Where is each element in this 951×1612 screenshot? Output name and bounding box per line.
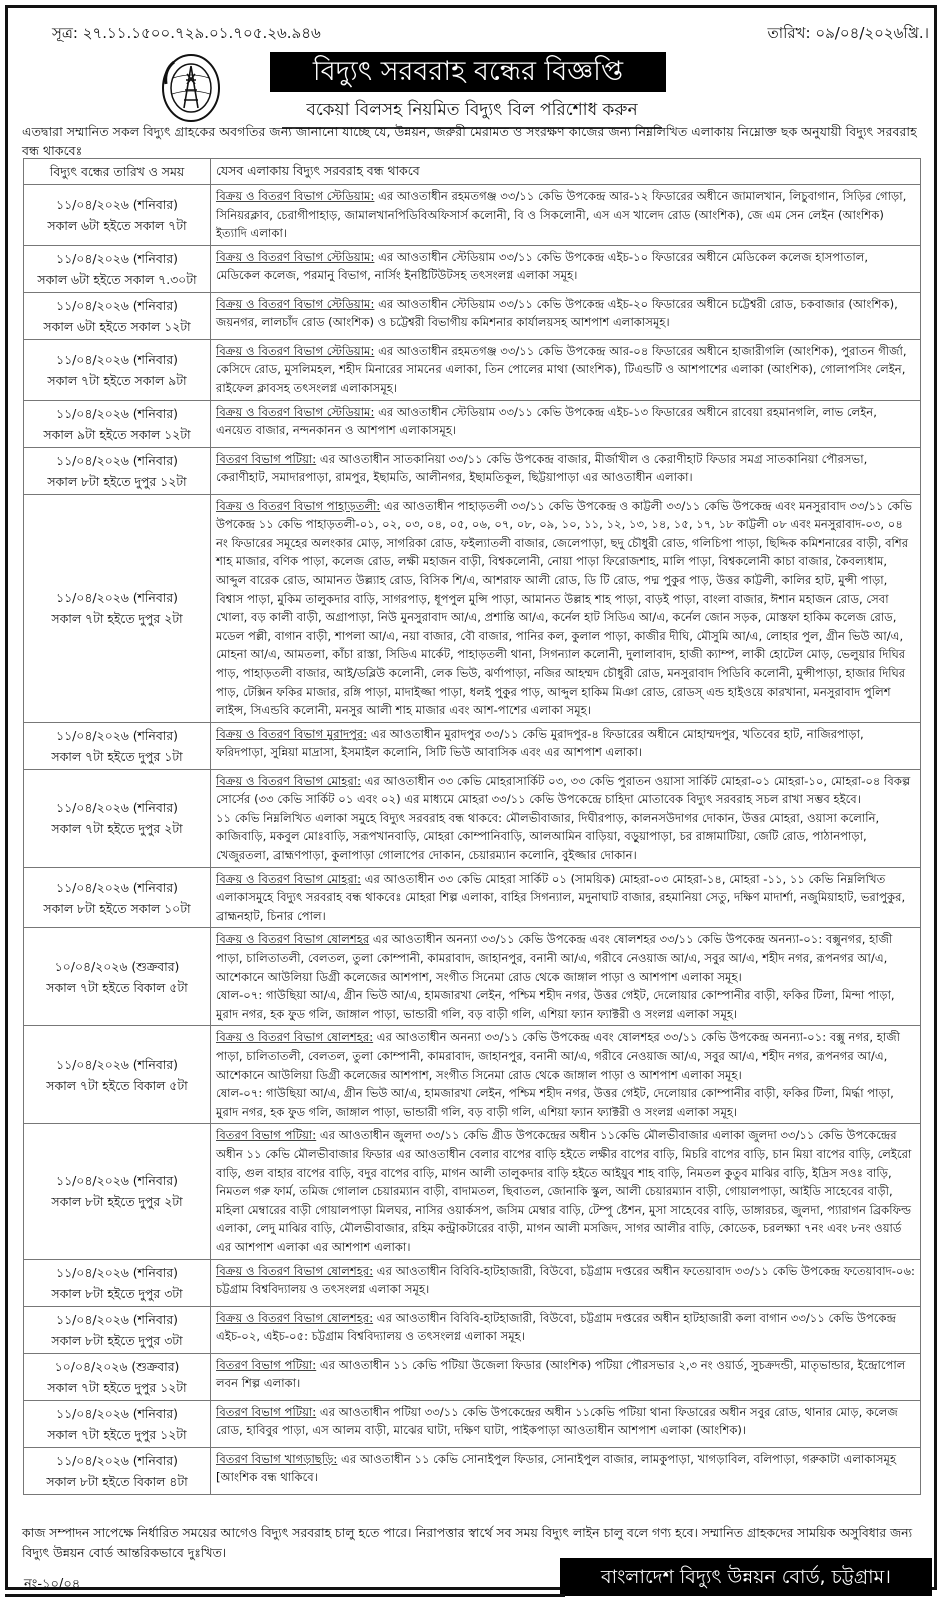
- table-row: [24, 1306, 921, 1353]
- division-name: বিক্রয় ও বিতরণ বিভাগ ষোলশহর:: [216, 1030, 374, 1045]
- outage-time: সকাল ৬টা হইতে সকাল ১২টা: [43, 318, 191, 334]
- areas-text: এর আওতাধীন বিবিবি-হাটহাজারী, বিউবো, চট্টগ্রাম দপ্তরের অধীন হাটহাজারী কলা বাগান ৩৩/১১ কেভি উপকেন্দ্র এইচ-০২, এইচ-০৫: চট্টগ্রাম বিশ্ববিদ্যালয় ও তৎসংলগ্ন এলাকা সমূহ।: [216, 1310, 897, 1344]
- outage-datetime-cell: [24, 400, 211, 447]
- affected-areas-cell: [211, 1124, 921, 1259]
- bpdb-logo-icon: [160, 50, 222, 130]
- division-name: বিক্রয় ও বিতরণ বিভাগ স্টেডিয়াম:: [216, 296, 375, 311]
- outage-datetime-cell: [24, 1353, 211, 1400]
- affected-areas-cell: [211, 1353, 921, 1400]
- areas-text: এর আওতাধীন ১১ কেভি সোনাইপুল ফিডার, সোনাইপুল বাজার, লামকুপাড়া, খাগড়াবিল, বলিপাড়া, গরুকাটা এলাকাসমূহ [আংশিক বন্ধ থাকিবে।: [216, 1451, 897, 1485]
- outage-date: ১১/০৪/২০২৬ (শনিবার): [56, 800, 178, 816]
- affected-areas-cell: [211, 400, 921, 447]
- table-row: [24, 722, 921, 769]
- division-name: বিতরণ বিভাগ পটিয়া:: [216, 451, 317, 466]
- division-name: বিতরণ বিভাগ পটিয়া:: [216, 1357, 317, 1372]
- affected-areas-cell: [211, 722, 921, 769]
- affected-areas-cell: [211, 1306, 921, 1353]
- division-name: বিতরণ বিভাগ খাগড়াছড়ি:: [216, 1451, 338, 1466]
- outage-time: সকাল ৭টা হইতে দুপুর ১২টা: [47, 1379, 187, 1395]
- table-row: [24, 1400, 921, 1447]
- notice-number: নং-১০/০৪: [24, 1577, 81, 1592]
- areas-paragraph: [216, 403, 915, 440]
- division-name: বিক্রয় ও বিতরণ বিভাগ মুরাদপুর:: [216, 726, 368, 741]
- table-row: [24, 245, 921, 292]
- areas-paragraph: [216, 930, 915, 986]
- outage-time: সকাল ৬টা হইতে সকাল ৭.৩০টা: [37, 271, 197, 287]
- outage-time: সকাল ৬টা হইতে সকাল ৭টা: [47, 217, 187, 233]
- areas-paragraph: [216, 1309, 915, 1346]
- division-name: বিক্রয় ও বিতরণ বিভাগ মোহরা:: [216, 773, 362, 788]
- issuer-signature: বাংলাদেশ বিদ্যুৎ উন্নয়ন বোর্ড, চট্টগ্রাম।: [560, 1558, 932, 1596]
- column-header-areas: যেসব এলাকায় বিদ্যুৎ সরবরাহ বন্ধ থাকবে: [211, 159, 921, 185]
- table-row: [24, 400, 921, 447]
- division-name: বিক্রয় ও বিতরণ বিভাগ স্টেডিয়াম:: [216, 343, 375, 358]
- areas-text: এর আওতাধীন রহমতগঞ্জ ৩৩/১১ কেভি উপকেন্দ্র আর-০৪ ফিডারের অধীনে হাজারীগলি (আংশিক), পুরাতন গীর্জা, কেসিদে রোড, মুসলিমহল, শহীদ মিনারের সামনের এলাকা, তিন পোলের মাথা (আংশিক), টিএন্ডটি ও আশপাশের এলাকা (আংশিক), গোলাপসিং লেইন, রাইফেল ক্লাবসহ তৎসংলগ্ন এলাকাসমূহ।: [216, 343, 907, 395]
- outage-time: সকাল ৮টা হইতে দুপুর ৩টা: [51, 1285, 183, 1301]
- table-row: [24, 185, 921, 246]
- page-subtitle: বকেয়া বিলসহ নিয়মিত বিদ্যুৎ বিল পরিশোধ করুন: [282, 97, 662, 129]
- areas-text: এর আওতাধীন বিবিবি-হাটহাজারী, বিউবো, চট্টগ্রাম দপ্তরের অধীন ফতেয়াবাদ ৩৩/১১ কেভি উপকেন্দ্র ফতেয়াবাদ-০৬: চট্টগ্রাম বিশ্ববিদ্যালয় ও তৎসংলগ্ন এলাকা সমূহ।: [216, 1263, 915, 1297]
- areas-paragraph: [216, 295, 915, 332]
- table-row: [24, 447, 921, 494]
- areas-paragraph: [216, 1028, 915, 1084]
- outage-date: ১১/০৪/২০২৬ (শনিবার): [56, 250, 178, 266]
- areas-paragraph: [216, 1450, 915, 1487]
- outage-date: ১১/০৪/২০২৬ (শনিবার): [56, 196, 178, 212]
- table-row: [24, 1353, 921, 1400]
- areas-text: এর আওতাধীন ৩৩ কেভি মোহরা সার্কিট ০১ (সাময়িক) মোহরা-০৩ মোহরা-১৪, মোহরা -১১, ১১ কেভি নিম্নলিখিত এলাকাসমুহে বিদ্যুৎ সরবরাহ বন্ধ থাকবেঃ মোহরা শিল্প এলাকা, বাহির সিগন্যাল, মদুনাঘাট বাজার, রহমানিয়া সেতু, দক্ষিণ মাদার্শা, নজুমিয়াহাট, ভরাপুকুর, ব্রাহ্মনহাট, চিনার পোল।: [216, 871, 906, 923]
- areas-paragraph: [216, 497, 915, 720]
- outage-date: ১১/০৪/২০২৬ (শনিবার): [56, 879, 178, 895]
- outage-date: ১১/০৪/২০২৬ (শনিবার): [56, 405, 178, 421]
- table-row: [24, 494, 921, 722]
- affected-areas-cell: [211, 769, 921, 867]
- division-name: বিতরণ বিভাগ পটিয়া:: [216, 1128, 317, 1143]
- outage-date: ১১/০৪/২০২৬ (শনিবার): [56, 1173, 178, 1189]
- areas-extra-paragraph: ১১ কেভি নিম্নলিখিত এলাকা সমুহে বিদ্যুৎ সরবরাহ বন্ধ থাকবে: মৌলভীবাজার, দিঘীরপাড়, কালনসউদাগর দোকান, উত্তর মোহরা, ওয়াসা কলোনি, কাজিবাড়ি, মকবুল মোঃবাড়ি, সরূপখানবাড়ি, মোহরা কোম্পানিবাড়ি, আলআমিন বাড়িয়া, বড়ুয়াপাড়া, চর রাঙ্গামাটিয়া, জেটি রোড, পাঠানপাড়া, খেজুরতলা, ব্রাহ্মণপাড়া, কুলাপাড়া গোলাপের দোকান, চেয়ারম্যান কলোনি, বুইজ্জার দোকান।: [216, 810, 880, 863]
- affected-areas-cell: [211, 1400, 921, 1447]
- division-name: বিক্রয় ও বিতরণ বিভাগ মোহরা:: [216, 871, 362, 886]
- areas-paragraph: [216, 1403, 915, 1440]
- division-name: বিক্রয় ও বিতরণ বিভাগ স্টেডিয়াম:: [216, 404, 375, 419]
- outage-datetime-cell: [24, 1400, 211, 1447]
- outage-date: ১১/০৪/২০২৬ (শনিবার): [56, 727, 178, 743]
- affected-areas-cell: [211, 245, 921, 292]
- affected-areas-cell: [211, 1447, 921, 1494]
- outage-date: ১১/০৪/২০২৬ (শনিবার): [56, 1452, 178, 1468]
- outage-date: ১১/০৪/২০২৬ (শনিবার): [56, 1264, 178, 1280]
- table-row: [24, 867, 921, 928]
- areas-paragraph: [216, 342, 915, 398]
- areas-paragraph: [216, 772, 915, 809]
- outage-date: ১১/০৪/২০২৬ (শনিবার): [56, 590, 178, 606]
- outage-datetime-cell: [24, 185, 211, 246]
- outage-date: ১১/০৪/২০২৬ (শনিবার): [56, 1056, 178, 1072]
- areas-paragraph: [216, 725, 915, 762]
- outage-date: ১১/০৪/২০২৬ (শনিবার): [56, 351, 178, 367]
- outage-time: সকাল ৭টা হইতে বিকাল ৫টা: [46, 1077, 188, 1093]
- outage-date: ১১/০৪/২০২৬ (শনিবার): [56, 452, 178, 468]
- outage-datetime-cell: [24, 1259, 211, 1306]
- outage-datetime-cell: [24, 339, 211, 400]
- areas-text: এর আওতাধীন স্টেডিয়াম ৩৩/১১ কেভি উপকেন্দ্র এইচ-১০ ফিডারের অধীনে মেডিকেল কলেজ হাসপাতাল, মেডিকেল কলেজ, পরমানু বিভাগ, নার্সিং ইনষ্টিটিউটসহ তৎসংলগ্ন এলাকা সমূহ।: [216, 249, 869, 283]
- outage-datetime-cell: [24, 494, 211, 722]
- outage-datetime-cell: [24, 1447, 211, 1494]
- outage-datetime-cell: [24, 447, 211, 494]
- division-name: বিক্রয় ও বিতরণ বিভাগ ষোলশহর:: [216, 1263, 374, 1278]
- affected-areas-cell: [211, 1259, 921, 1306]
- outage-time: সকাল ৮টা হইতে সকাল ১০টা: [43, 900, 191, 916]
- table-row: [24, 292, 921, 339]
- affected-areas-cell: [211, 928, 921, 1026]
- areas-text: এর আওতাধীন পাহাড়তলী ৩৩/১১ কেভি উপকেন্দ্র ও কাট্টলী ৩৩/১১ কেভি উপকেন্দ্র এবং মনসুরাবাদ ৩৩/১১ কেভি উপকেন্দ্র ১১ কেভি পাহাড়তলী-০১, ০২, ০৩, ০৪, ০৫, ০৬, ০৭, ০৮, ০৯, ১০, ১১, ১২, ১৩, ১৪, ১৫, ১৭, ১৮ কাট্টলী ০৮ এবং মনসুরাবাদ-০৩, ০৪ নং ফিডারের সমূহের অলংকার মোড়, সাগরিকা রোড, ফইল্যাতলী বাজার, জেলেপাড়া, ছদু চৌধুরী রোড, গলিচিপা পাড়া, ছিদ্দিক কমিশনারের বাড়ী, বশির শাহ মাজার, বণিক পাড়া, কলেজ রোড, লক্ষী মহাজন বাড়ী, বিশ্বকলোনী, নোয়া পাড়া ফিরোজশাহ, মালি পাড়া, বিশ্বকলোনী কাচা বাজার, কৈবল্যধাম, আব্দুল বারেক রোড, আমানত উল্ল্যাহ রোড, বিসিক শি/এ, আশরাফ আলী রোড, ডি টি রোড, পদ্ম পুকুর পাড়, উত্তর কাট্টলী, কালির হাট, মুন্সী পাড়া, বিশ্বাস পাড়া, মুকিম তালুকদার বাড়ি, সাগরপাড়, ধূপপুল মুন্সি পাড়া, আমানত উল্লাহ শাহ পাড়া, বাড়ই পাড়া, বাংলা বাজার, ঈশান মহাজন রোড, সেবা খোলা, বড় কালী বাড়ী, অগ্রাপাড়া, নিউ মুনসুরাবাদ আ/এ, প্রশান্তি আ/এ, কর্নেল হাট সিডিএ আ/এ, কর্নেল জোন সড়ক, মোস্তফা হাকিম কলেজ রোড, মডেল পল্লী, বাগান বাড়ী, শাপলা আ/এ, নয়া বাজার, বৌ বাজার, পানির কল, কুলাল পাড়া, কাজীর দীঘি, মৌসুমি আ/এ, লোহার পুল, গ্রীন ভিউ আ/এ, মোহনা আ/এ, আমতলা, কাঁচা রাস্তা, সিডিএ মার্কেট, পাহাড়তলী থানা, সিগন্যাল কলোনী, দুলালাবাদ, হাজী ক্যাম্প, লাকী হোটেল মোড়, ভেলুয়ার দিঘির পাড়, পাহাড়তলী বাজার, আই/ডব্লিউ কলোনী, লেক ভিউ, ঝর্ণাপাড়া, নজির আহম্মদ চৌধুরী রোড, মনসুরাবাদ পিডিবি কলোনী, মুন্সীপাড়া, হাজার দিঘির পাড়, টেক্সিন ফকির মাজার, রঙ্গি পাড়া, মাদাইজ্জা পাড়া, ধলই পুকুর পাড়, আব্দুল হাকিম মিঞা রোড, রোডস্ এন্ড হাইওয়ে কারখানা, মনসুরাবাদ পুলিশ লাইন্স, সিএন্ডবি কলোনী, মনসুর আলী শাহ মাজার এবং আশ-পাশের এলাকা সমূহ।: [216, 498, 912, 718]
- outage-time: সকাল ৮টা হইতে দুপুর ২টা: [51, 1194, 183, 1210]
- areas-text: এর আওতাধীন জুলদা ৩৩/১১ কেভি গ্রীড উপকেন্দ্রের অধীন ১১কেভি মৌলভীবাজার এলাকা জুলদা ৩৩/১১ কেভি উপকেন্দ্রের অধীন ১১ কেভি মৌলভীবাজার ফিডার এর আওতাধীন বেলার বাপের বাড়ি হইতে লক্ষীর বাপের বাড়ি, মিচরি বাপের বাড়ি, চান মিয়া বাপের বাড়ি, লেইরো বাড়ি, গুল বাহার বাপের বাড়ি, বদুর বাপের বাড়ি, মাগন আলী তালুকদার বাড়ি হইতে আইয়ুব শাহ বাড়ি, নিমতল কুতুব মাঝির বাড়ি, ইদ্রিস সওঃ বাড়ি, নিমতল গরু ফার্ম, তমিজ গোলাল চেয়ারম্যান বাড়ী, বাদামতল, ছিবাতল, জোনাকি স্কুল, আলী চেয়ারম্যান বাড়ী, গোয়ালপাড়া, আইডি সাহেবের বাড়ী, মহিলা মেম্বারের বাড়ী গোয়ালপাড়া মিলঘর, নাসির ওয়ার্কসপ, জসিম মেম্বার বাড়ি, টেম্পু ষ্টেশন, মুসা সাহেবের বাড়ি, ডাঙ্গারচর, জুলদা, প্যারাগন ব্রিকফিল্ড এলাকা, লেদু মাঝির বাড়ি, মৌলভীবাজার, রহিম কন্ট্রাকটারের বাড়ী, মাগন আলী মসজিদ, সাগর আলীর বাড়ি, কোডেক, চরলক্ষ্যা ৭নং এবং ৮নং ওয়ার্ড এর আশপাশ এলাকা এর আশপাশ এলাকা।: [216, 1128, 912, 1254]
- affected-areas-cell: [211, 447, 921, 494]
- outage-time: সকাল ৮টা হইতে বিকাল ৪টা: [46, 1473, 188, 1489]
- outage-datetime-cell: [24, 722, 211, 769]
- areas-text: এর আওতাধীন অনন্যা ৩৩/১১ কেভি উপকেন্দ্র এবং ষোলশহর ৩৩/১১ কেভি উপকেন্দ্র অনন্যা-০১: বক্সু নগর, হাজী পাড়া, চালিতাতলী, বেলতল, তুলা কোম্পানী, কামরাবাদ, জাহানপুর, বনানী আ/এ, গরীবে নেওয়াজ আ/এ, সবুর আ/এ, শহীদ নগর, রূপনগর আ/এ, আশেকানে আউলিয়া ডিগ্রী কলেজের আশপাশ, সংগীত সিনেমা রোড থেকে জাঙ্গাল পাড়া ও আশপাশ এলাকা সমূহ।: [216, 1030, 900, 1082]
- affected-areas-cell: [211, 185, 921, 246]
- outage-datetime-cell: [24, 245, 211, 292]
- affected-areas-cell: [211, 292, 921, 339]
- intro-paragraph: এতদ্বারা সম্মানিত সকল বিদ্যুৎ গ্রাহকের অবগতির জন্য জানানো যাচ্ছে যে, উন্নয়ন, জরুরী মেরামত ও সংরক্ষণ কাজের জন্য নিম্নলিখিত এলাকায় নিম্নোক্ত ছক অনুযায়ী বিদ্যুৎ সরবরাহ বন্ধ থাকবেঃ: [22, 124, 917, 158]
- table-row: [24, 1026, 921, 1124]
- reference-number: সূত্র: ২৭.১১.১৫০০.৭২৯.০১.৭০৫.২৬.৯৪৬: [52, 24, 321, 42]
- outage-time: সকাল ৭টা হইতে দুপুর ২টা: [51, 821, 183, 837]
- table-header-row: [24, 159, 921, 185]
- division-name: বিক্রয় ও বিতরণ বিভাগ ষোলশহর: [216, 932, 370, 947]
- areas-text: এর আওতাধীন সাতকানিয়া ৩৩/১১ কেভি উপকেন্দ্র বাজার, মীর্জাখীল ও কেরাণীহাট ফিডার সমগ্র সাতকানিয়া পৌরসভা, কেরাণীহাট, সমাদারপাড়া, রামপুর, ইছামতি, আলীনগর, ইছামতিকূল, ছিট্টয়াপাড়া এর আওতাধীন এলাকা।: [216, 451, 868, 485]
- outage-time: সকাল ৭টা হইতে দুপুর ১টা: [51, 748, 183, 764]
- outage-time: সকাল ৯টা হইতে সকাল ১২টা: [43, 426, 191, 442]
- areas-text: এর আওতাধীন ১১ কেভি পটিয়া উজেলা ফিডার (আংশিক) পটিয়া পৌরসভার ২,৩ নং ওয়ার্ড, সুচক্রদন্ডী, মাতৃভান্ডার, ইন্দ্রোপোল লবন শিল্প এলাকা।: [216, 1357, 906, 1391]
- areas-paragraph: [216, 1356, 915, 1393]
- outage-datetime-cell: [24, 1026, 211, 1124]
- affected-areas-cell: [211, 867, 921, 928]
- outage-datetime-cell: [24, 867, 211, 928]
- areas-paragraph: [216, 248, 915, 285]
- outage-time: সকাল ৭টা হইতে দুপুর ২টা: [51, 611, 183, 627]
- affected-areas-cell: [211, 1026, 921, 1124]
- areas-text: এর আওতাধীন ৩৩ কেভি মোহরাসার্কিট ০৩, ৩৩ কেভি পুরাতন ওয়াসা সার্কিট মোহরা-০১ মোহরা-১০, মোহরা-০৪ বিকল্প সোর্সের (৩৩ কেভি সার্কিট ০১ এবং ০২) এর মাধ্যমে মোহরা ৩৩/১১ কেভি উপকেন্দ্রে চাহিদা মোতাবেক বিদ্যুৎ সরবরাহ সচল রাখা সম্ভব হইবে।: [216, 773, 911, 807]
- division-name: বিক্রয় ও বিতরণ বিভাগ ষোলশহর:: [216, 1310, 374, 1325]
- outage-date: ১১/০৪/২০২৬ (শনিবার): [56, 1311, 178, 1327]
- notice-date: তারিখ: ০৯/০৪/২০২৬খ্রি.।: [767, 24, 929, 42]
- division-name: বিক্রয় ও বিতরণ বিভাগ স্টেডিয়াম:: [216, 249, 375, 264]
- areas-text: এর আওতাধীন রহমতগঞ্জ ৩৩/১১ কেভি উপকেন্দ্র আর-১২ ফিডারের অধীনে জামালখান, লিচুবাগান, সিড়ির গোড়া, সিনিয়রক্লাব, চেরাগীপাহাড়, জামালখানপিডিবিঅফিসার্স কলোনী, বি ও সিকলোনী, এস এস খালেদ রোড (আংশিক), জে এম সেন লেইন (আংশিক) ইত্যাদি এলাকা।: [216, 189, 907, 241]
- outage-schedule-table: [23, 158, 921, 1495]
- outage-datetime-cell: [24, 769, 211, 867]
- outage-date: ১১/০৪/২০২৬ (শনিবার): [56, 297, 178, 313]
- outage-time: সকাল ৮টা হইতে দুপুর ১২টা: [47, 473, 187, 489]
- areas-paragraph: [216, 1262, 915, 1299]
- areas-extra-paragraph: ষোল-০৭: গাউছিয়া আ/এ, গ্রীন ভিউ আ/এ, হামজারখা লেইন, পশ্চিম শহীদ নগর, উত্তর গেইট, দেলোয়ার কোম্পানীর বাড়ী, ফকির টিলা, মিন্দা পাড়া, মুরাদ নগর, হক ফুড গলি, জাঙ্গাল পাড়া, ভান্ডারী গলি, বড় বাড়ী গলি, এশিয়া ফ্যান ফ্যাক্টরী ও সংলগ্ন এলাকা সমূহ।: [216, 988, 895, 1021]
- outage-datetime-cell: [24, 292, 211, 339]
- table-row: [24, 928, 921, 1026]
- areas-text: এর আওতাধীন অনন্যা ৩৩/১১ কেভি উপকেন্দ্র এবং ষোলশহর ৩৩/১১ কেভি উপকেন্দ্র অনন্যা-০১: বক্সুনগর, হাজী পাড়া, চালিতাতলী, বেলতল, তুলা কোম্পানী, কামরাবাদ, জাহানপুর, বনানী আ/এ, গরীবে নেওয়াজ আ/এ, সবুর আ/এ, শহীদ নগর, রূপনগর আ/এ, আশেকানে আউলিয়া ডিগ্রী কলেজের আশপাশ, সংগীত সিনেমা রোড থেকে জাঙ্গাল পাড়া ও আশপাশ এলাকা সমূহ।: [216, 932, 893, 984]
- areas-paragraph: [216, 870, 915, 926]
- areas-extra-paragraph: ষোল-০৭: গাউছিয়া আ/এ, গ্রীন ভিউ আ/এ, হামজারখা লেইন, পশ্চিম শহীদ নগর, উত্তর গেইট, দেলোয়ার কোম্পানীর বাড়ী, ফকির টিলা, মির্দ্ধা পাড়া, মুরাদ নগর, হক ফুড গলি, জাঙ্গাল পাড়া, ভান্ডারী গলি, বড় বাড়ী গলি, এশিয়া ফ্যান ফ্যাক্টরী ও সংলগ্ন এলাকা সমূহ।: [216, 1086, 894, 1119]
- outage-datetime-cell: [24, 1124, 211, 1259]
- table-row: [24, 769, 921, 867]
- outage-datetime-cell: [24, 1306, 211, 1353]
- table-row: [24, 339, 921, 400]
- areas-paragraph: [216, 450, 915, 487]
- bottom-divider: [5, 1594, 565, 1597]
- outage-date: ১১/০৪/২০২৬ (শনিবার): [56, 1405, 178, 1421]
- table-row: [24, 1447, 921, 1494]
- outage-time: সকাল ৭টা হইতে দুপুর ১২টা: [47, 1426, 187, 1442]
- division-name: বিক্রয় ও বিতরণ বিভাগ পাহাড়তলী:: [216, 498, 381, 513]
- table-row: [24, 1259, 921, 1306]
- table-row: [24, 1124, 921, 1259]
- areas-text: এর আওতাধীন স্টেডিয়াম ৩৩/১১ কেভি উপকেন্দ্র এইচ-১৩ ফিডারের অধীনে রাবেয়া রহমানগলি, লাভ লেইন, এনয়েত বাজার, নন্দনকানন ও আশপাশ এলাকাসমূহ।: [216, 404, 877, 438]
- areas-text: এর আওতাধীন মুরাদপুর ৩৩/১১ কেভি মুরাদপুর-৪ ফিডারের অধীনে মোহাম্মদপুর, খতিবের হাট, নাজিরপাড়া, ফরিদপাড়া, সুন্নিয়া মাদ্রাসা, ইসমাইল কলোনি, সিটি ভিউ আবাসিক এবং এর আশপাশ এলাকা।: [216, 726, 864, 760]
- footer-note: কাজ সম্পাদন সাপেক্ষে নির্ধারিত সময়ের আগেও বিদ্যুৎ সরবরাহ চালু হতে পারে। নিরাপত্তার স্বার্থে সব সময় বিদ্যুৎ লাইন চালু বলে গণ্য হবে। সম্মানিত গ্রাহকদের সাময়িক অসুবিধার জন্য বিদ্যুৎ উন্নয়ন বোর্ড আন্তরিকভাবে দুঃখিত।: [22, 1525, 913, 1560]
- areas-paragraph: [216, 1126, 915, 1256]
- areas-text: এর আওতাধীন পটিয়া ৩৩/১১ কেভি উপকেন্দ্রের অধীন ১১কেভি পটিয়া থানা ফিডারের অধীন সবুর রোড, থানার মোড়, কলেজ রোড, হাবিবুর পাড়া, এস আলম বাড়ী, মাঝের ঘাটা, দক্ষিণ ঘাটা, পাইকপাড়া আওতাধীন আশপাশ এলাকা (আংশিক)।: [216, 1404, 898, 1438]
- outage-datetime-cell: [24, 928, 211, 1026]
- affected-areas-cell: [211, 339, 921, 400]
- outage-date: ১০/০৪/২০২৬ (শুক্রবার): [54, 958, 180, 974]
- outage-time: সকাল ৭টা হইতে বিকাল ৫টা: [46, 979, 188, 995]
- outage-time: সকাল ৮টা হইতে দুপুর ৩টা: [51, 1332, 183, 1348]
- page-title: বিদ্যুৎ সরবরাহ বন্ধের বিজ্ঞপ্তি: [270, 52, 666, 92]
- affected-areas-cell: [211, 494, 921, 722]
- division-name: বিতরণ বিভাগ পটিয়া:: [216, 1404, 317, 1419]
- column-header-datetime: বিদ্যুৎ বন্ধের তারিখ ও সময়: [24, 159, 211, 185]
- outage-time: সকাল ৭টা হইতে সকাল ৯টা: [47, 372, 187, 388]
- areas-text: এর আওতাধীন স্টেডিয়াম ৩৩/১১ কেভি উপকেন্দ্র এইচ-২০ ফিডারের অধীনে চট্টেশ্বরী রোড, চকবাজার (আংশিক), জয়নগর, লালচাঁদ রোড (আংশিক) ও চট্টেশ্বরী বিভাগীয় কমিশনার কার্যালয়সহ আশপাশ এলাকাসমূহ।: [216, 296, 898, 330]
- division-name: বিক্রয় ও বিতরণ বিভাগ স্টেডিয়াম:: [216, 189, 375, 203]
- outage-date: ১০/০৪/২০২৬ (শুক্রবার): [54, 1358, 180, 1374]
- areas-paragraph: [216, 187, 915, 243]
